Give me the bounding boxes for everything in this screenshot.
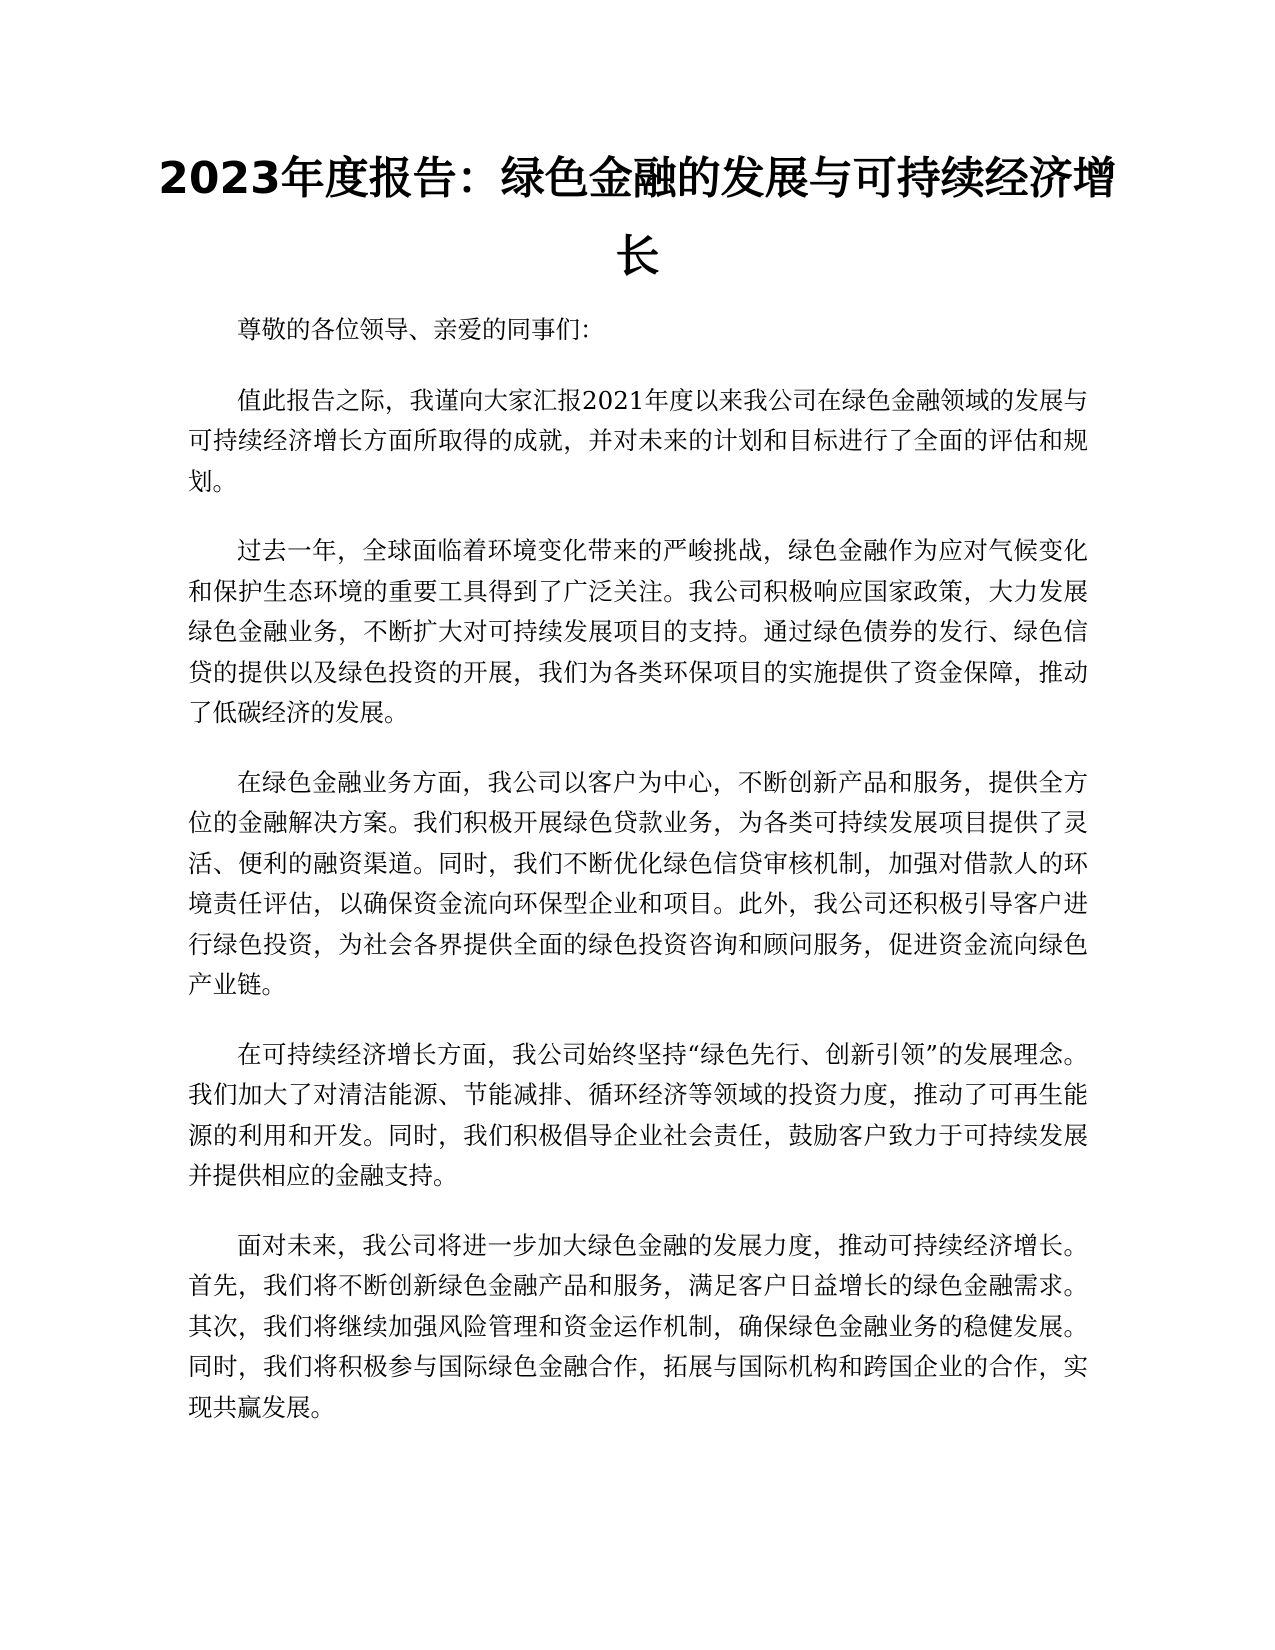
- paragraph-2: 过去一年，全球面临着环境变化带来的严峻挑战，绿色金融作为应对气候变化和保护生态环境的重要工具得到了广泛关注。我公司积极响应国家政策，大力发展绿色金融业务，不断扩大对可持续发展项目的支持。通过绿色债券的发行、绿色信贷的提供以及绿色投资的开展，我们为各类环保项目的实施提供了资金保障，推动了低碳经济的发展。: [188, 536, 1088, 727]
- salutation: 尊敬的各位领导、亲爱的同事们：: [237, 315, 605, 344]
- paragraph-4: 在可持续经济增长方面，我公司始终坚持“绿色先行、创新引领”的发展理念。我们加大了对清洁能源、节能减排、循环经济等领域的投资力度，推动了可再生能源的利用和开发。同时，我们积极倡导企业社会责任，鼓励客户致力于可持续发展并提供相应的金融支持。: [188, 1039, 1088, 1190]
- document-title: 2023年度报告：绿色金融的发展与可持续经济增长: [158, 153, 1117, 282]
- paragraph-5: 面对未来，我公司将进一步加大绿色金融的发展力度，推动可持续经济增长。首先，我们将不断创新绿色金融产品和服务，满足客户日益增长的绿色金融需求。其次，我们将继续加强风险管理和资金运作机制，确保绿色金融业务的稳健发展。同时，我们将积极参与国际绿色金融合作，拓展与国际机构和跨国企业的合作，实现共赢发展。: [188, 1230, 1088, 1422]
- paragraph-1: 值此报告之际，我谨向大家汇报2021年度以来我公司在绿色金融领域的发展与可持续经济增长方面所取得的成就，并对未来的计划和目标进行了全面的评估和规划。: [188, 385, 1088, 496]
- paragraph-3: 在绿色金融业务方面，我公司以客户为中心，不断创新产品和服务，提供全方位的金融解决方案。我们积极开展绿色贷款业务，为各类可持续发展项目提供了灵活、便利的融资渠道。同时，我们不断优化绿色信贷审核机制，加强对借款人的环境责任评估，以确保资金流向环保型企业和项目。此外，我公司还积极引导客户进行绿色投资，为社会各界提供全面的绿色投资咨询和顾问服务，促进资金流向绿色产业链。: [188, 767, 1088, 999]
- document-body: [188, 310, 1088, 1457]
